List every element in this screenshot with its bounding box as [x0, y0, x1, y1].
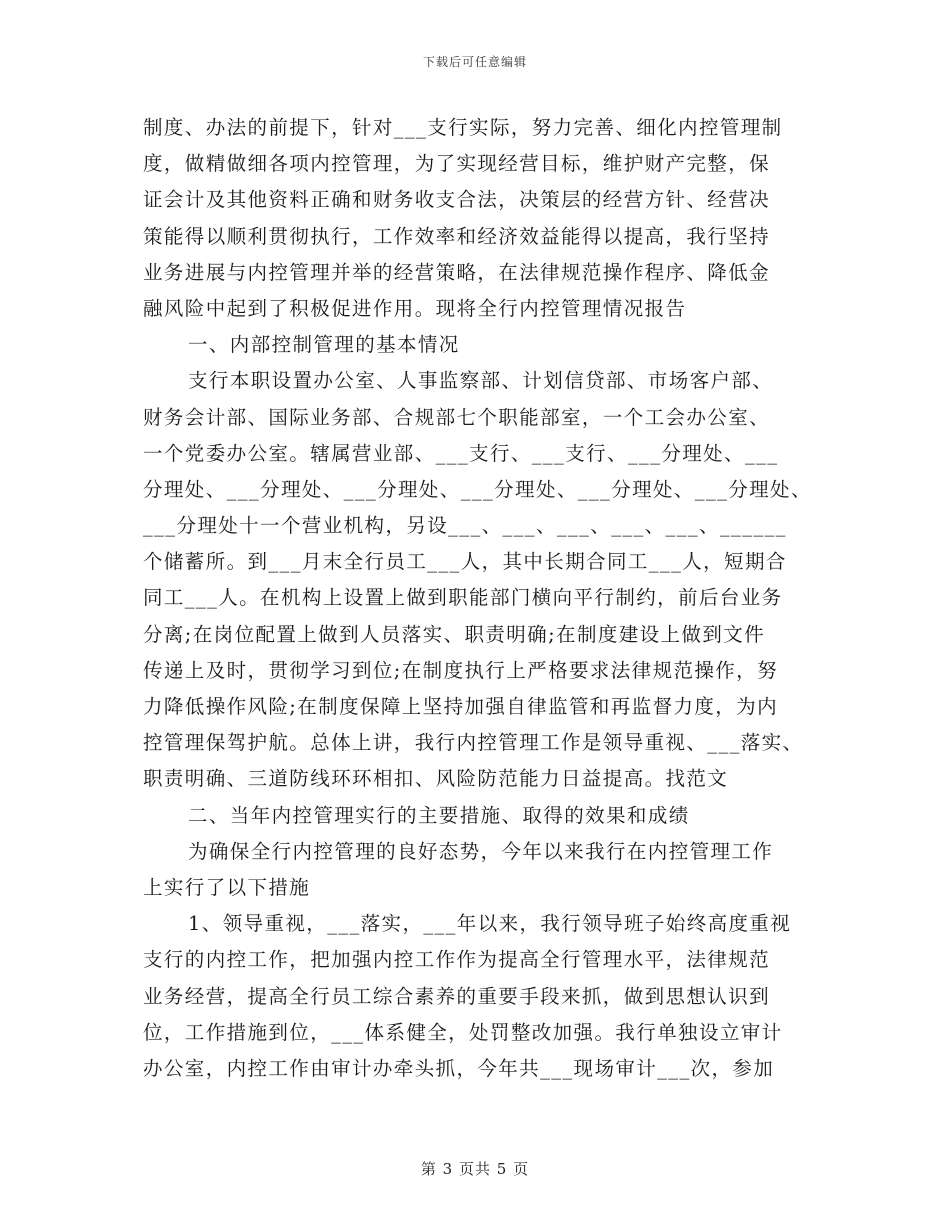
text-line: 支行的内控工作，把加强内控工作作为提高全行管理水平，法律规范: [143, 948, 771, 972]
text-line: 业务进展与内控管理并举的经营策略，在法律规范操作程序、降低金: [143, 260, 771, 284]
text-line: 业务经营，提高全行员工综合素养的重要手段来抓，做到思想认识到: [143, 984, 771, 1008]
text-line: 分离;在岗位配置上做到人员落实、职责明确;在制度建设上做到文件: [143, 622, 766, 646]
text-line: 财务会计部、国际业务部、合规部七个职能部室，一个工会办公室、: [143, 405, 771, 429]
page-header-note: 下载后可任意编辑: [422, 55, 527, 69]
text-line: 力降低操作风险;在制度保障上坚持加强自律监管和再监督力度，为内: [143, 695, 778, 718]
text-line: 控管理保驾护航。总体上讲，我行内控管理工作是领导重视、___落实、: [143, 731, 804, 755]
text-line: 分理处、___分理处、___分理处、___分理处、___分理处、___分理处、: [143, 477, 812, 501]
text-line: ___分理处十一个营业机构，另设___、___、___、___、___、______: [143, 514, 787, 538]
page-number: 第 3 页共 5 页: [420, 1160, 530, 1178]
text-line: 1、领导重视，___落实，___年以来，我行领导班子始终高度重视: [188, 912, 792, 936]
text-line: 同工___人。在机构上设置上做到职能部门横向平行制约，前后台业务: [143, 586, 783, 610]
text-line: 办公室，内控工作由审计办牵头抓，今年共___现场审计___次，参加: [143, 1056, 775, 1080]
text-line: 位，工作措施到位，___体系健全，处罚整改加强。我行单独设立审计: [143, 1020, 783, 1044]
text-line: 策能得以顺利贯彻执行，工作效率和经济效益能得以提高，我行坚持: [143, 224, 771, 248]
text-line: 证会计及其他资料正确和财务收支合法，决策层的经营方针、经营决: [143, 188, 771, 212]
text-line: 制度、办法的前提下，针对___支行实际，努力完善、细化内控管理制: [143, 116, 783, 139]
text-line: 一个党委办公室。辖属营业部、___支行、___支行、___分理处、___: [143, 441, 779, 465]
text-line: 度，做精做细各项内控管理，为了实现经营目标，维护财产完整，保: [143, 152, 771, 176]
text-line: 支行本职设置办公室、人事监察部、计划信贷部、市场客户部、: [188, 369, 774, 393]
section-heading: 一、内部控制管理的基本情况: [188, 333, 460, 357]
text-line: 为确保全行内控管理的良好态势，今年以来我行在内控管理工作: [188, 839, 774, 863]
document-body: [143, 110, 823, 1087]
text-line: 融风险中起到了积极促进作用。现将全行内控管理情况报告: [143, 296, 687, 320]
text-line: 上实行了以下措施: [143, 875, 311, 899]
text-line: 个储蓄所。到___月末全行员工___人，其中长期合同工___人，短期合: [143, 550, 787, 574]
text-line: 传递上及时，贯彻学习到位;在制度执行上严格要求法律规范操作，努: [143, 658, 778, 682]
text-line: 职责明确、三道防线环环相扣、风险防范能力日益提高。找范文: [143, 767, 729, 791]
section-heading: 二、当年内控管理实行的主要措施、取得的效果和成绩: [188, 803, 690, 827]
